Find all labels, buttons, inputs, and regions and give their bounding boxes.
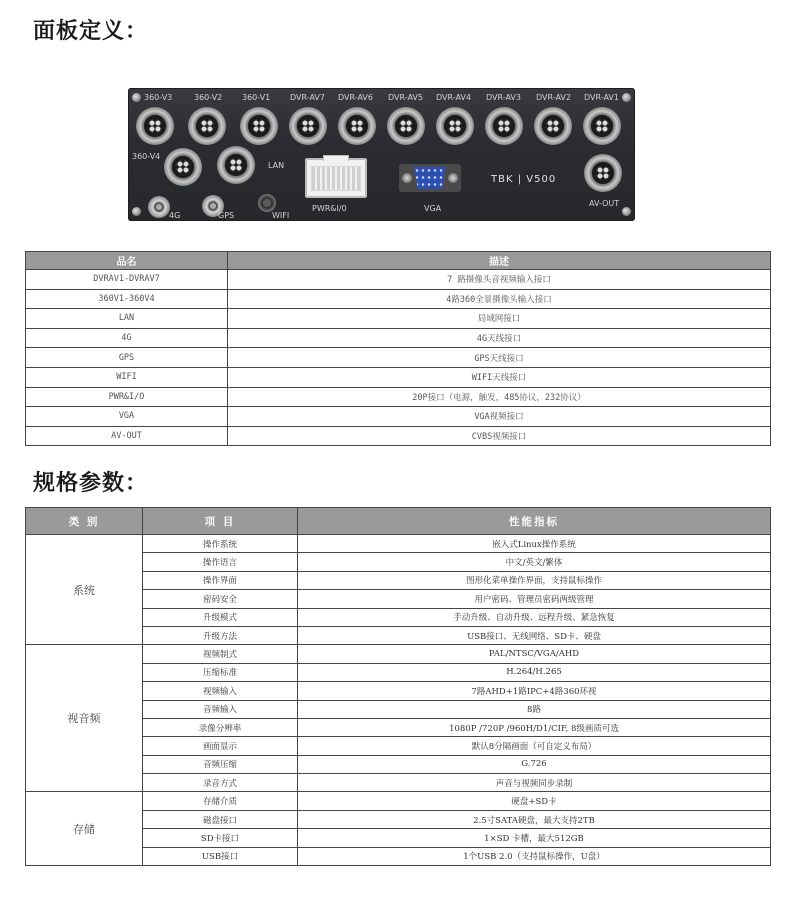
cell-description: 4路360全景摄像头输入接口 xyxy=(228,289,771,309)
cell-description: 20P接口（电源，触发，485协议，232协议） xyxy=(228,387,771,407)
label-4g: 4G xyxy=(169,211,181,220)
cell-description: 7 路摄像头音视频输入接口 xyxy=(228,270,771,290)
cell-category: 系统 xyxy=(26,535,143,645)
connector-dvr-av1 xyxy=(583,107,621,145)
header-item: 项 目 xyxy=(143,508,298,535)
cell-item: 压缩标准 xyxy=(143,663,298,681)
cell-performance: 声音与视频同步录制 xyxy=(298,774,771,792)
cell-performance: 7路AHD+1路IPC+4路360环视 xyxy=(298,682,771,700)
cell-item: 操作系统 xyxy=(143,535,298,553)
spec-section-title: 规格参数： xyxy=(33,471,149,496)
device-panel-image xyxy=(128,88,635,221)
table-row xyxy=(26,270,771,290)
cell-performance: 手动升级、自动升级、远程升级、紧急恢复 xyxy=(298,608,771,626)
specification-table xyxy=(25,507,771,866)
cell-description: WIFI天线接口 xyxy=(228,367,771,387)
header-category: 类 别 xyxy=(26,508,143,535)
table-row xyxy=(26,289,771,309)
screw-icon xyxy=(132,207,141,216)
cell-item: 音频压缩 xyxy=(143,755,298,773)
cell-item: 密码安全 xyxy=(143,590,298,608)
cell-performance: 嵌入式Linux操作系统 xyxy=(298,535,771,553)
cell-item: 操作界面 xyxy=(143,571,298,589)
cell-performance: 1个USB 2.0（支持鼠标操作，U盘） xyxy=(298,847,771,865)
wifi-antenna-port xyxy=(258,194,276,212)
brand-logo: TBK | V500 xyxy=(491,174,557,185)
cell-performance: 硬盘+SD卡 xyxy=(298,792,771,810)
cell-description: 4G天线接口 xyxy=(228,328,771,348)
label-dvr-av4: DVR-AV4 xyxy=(436,93,471,102)
connector-360-v2 xyxy=(188,107,226,145)
cell-performance: USB接口、无线网络、SD卡、硬盘 xyxy=(298,626,771,644)
table-row xyxy=(26,407,771,427)
cell-item: 视频输入 xyxy=(143,682,298,700)
label-gps: GPS xyxy=(218,211,235,220)
connector-360-v4 xyxy=(164,148,202,186)
table-row xyxy=(26,792,771,810)
table-row xyxy=(26,387,771,407)
connector-dvr-av7 xyxy=(289,107,327,145)
cell-performance: PAL/NTSC/VGA/AHD xyxy=(298,645,771,663)
cell-description: 局域网接口 xyxy=(228,309,771,329)
table-row xyxy=(26,367,771,387)
cell-product-name: WIFI xyxy=(26,367,228,387)
cell-performance: 1080P /720P /960H/D1/CIF, 8级画质可选 xyxy=(298,718,771,736)
table-row xyxy=(26,535,771,553)
connector-dvr-av4 xyxy=(436,107,474,145)
cell-item: 操作语言 xyxy=(143,553,298,571)
label-pwr-io: PWR&I/0 xyxy=(312,204,347,213)
connector-dvr-av3 xyxy=(485,107,523,145)
cell-product-name: 360V1-360V4 xyxy=(26,289,228,309)
cell-product-name: 4G xyxy=(26,328,228,348)
cell-item: 升级方法 xyxy=(143,626,298,644)
cell-performance: 默认8分隔画面（可自定义布局） xyxy=(298,737,771,755)
connector-dvr-av5 xyxy=(387,107,425,145)
screw-icon xyxy=(622,207,631,216)
cell-product-name: LAN xyxy=(26,309,228,329)
cell-category: 视音频 xyxy=(26,645,143,792)
label-wifi: WIFI xyxy=(272,211,290,220)
cell-item: 录音方式 xyxy=(143,774,298,792)
cell-performance: G.726 xyxy=(298,755,771,773)
cell-product-name: AV-OUT xyxy=(26,426,228,446)
cell-performance: 8路 xyxy=(298,700,771,718)
connector-4g xyxy=(148,196,170,218)
panel-definition-table xyxy=(25,251,771,446)
cell-product-name: VGA xyxy=(26,407,228,427)
cell-performance: 用户密码、管理员密码两级管理 xyxy=(298,590,771,608)
cell-category: 存储 xyxy=(26,792,143,866)
cell-performance: 2.5寸SATA硬盘，最大支持2TB xyxy=(298,810,771,828)
header-description: 描述 xyxy=(228,252,771,270)
label-360-v3: 360-V3 xyxy=(144,93,173,102)
label-av-out: AV-OUT xyxy=(589,199,620,208)
label-lan: LAN xyxy=(268,161,285,170)
cell-item: 视频制式 xyxy=(143,645,298,663)
cell-item: SD卡接口 xyxy=(143,829,298,847)
screw-icon xyxy=(622,93,631,102)
cell-item: 画面显示 xyxy=(143,737,298,755)
cell-product-name: DVRAV1-DVRAV7 xyxy=(26,270,228,290)
cell-item: 升级模式 xyxy=(143,608,298,626)
table-row xyxy=(26,426,771,446)
cell-description: CVBS视频接口 xyxy=(228,426,771,446)
cell-description: GPS天线接口 xyxy=(228,348,771,368)
header-product-name: 品名 xyxy=(26,252,228,270)
connector-360-v3 xyxy=(136,107,174,145)
connector-lan xyxy=(217,146,255,184)
cell-item: 音频输入 xyxy=(143,700,298,718)
cell-item: 磁盘接口 xyxy=(143,810,298,828)
label-360-v4: 360-V4 xyxy=(132,152,161,161)
label-360-v1: 360-V1 xyxy=(242,93,271,102)
table-row xyxy=(26,328,771,348)
cell-product-name: PWR&I/O xyxy=(26,387,228,407)
screw-icon xyxy=(132,93,141,102)
cell-performance: 1×SD 卡槽，最大512GB xyxy=(298,829,771,847)
cell-item: 存储介质 xyxy=(143,792,298,810)
cell-item: USB接口 xyxy=(143,847,298,865)
connector-vga xyxy=(399,164,461,192)
connector-dvr-av6 xyxy=(338,107,376,145)
table-row xyxy=(26,348,771,368)
cell-description: VGA视频接口 xyxy=(228,407,771,427)
cell-item: 录像分辨率 xyxy=(143,718,298,736)
connector-av-out xyxy=(584,154,622,192)
label-dvr-av2: DVR-AV2 xyxy=(536,93,571,102)
cell-performance: 图形化菜单操作界面，支持鼠标操作 xyxy=(298,571,771,589)
panel-section-title: 面板定义： xyxy=(33,19,149,44)
cell-performance: H.264/H.265 xyxy=(298,663,771,681)
label-dvr-av1: DVR-AV1 xyxy=(584,93,619,102)
table-row xyxy=(26,309,771,329)
label-dvr-av7: DVR-AV7 xyxy=(290,93,325,102)
cell-product-name: GPS xyxy=(26,348,228,368)
connector-360-v1 xyxy=(240,107,278,145)
connector-pwr-io xyxy=(305,158,367,198)
label-360-v2: 360-V2 xyxy=(194,93,223,102)
label-vga: VGA xyxy=(424,204,442,213)
header-performance: 性能指标 xyxy=(298,508,771,535)
connector-dvr-av2 xyxy=(534,107,572,145)
cell-performance: 中文/英文/繁体 xyxy=(298,553,771,571)
table-row xyxy=(26,645,771,663)
label-dvr-av3: DVR-AV3 xyxy=(486,93,521,102)
label-dvr-av5: DVR-AV5 xyxy=(388,93,423,102)
label-dvr-av6: DVR-AV6 xyxy=(338,93,373,102)
